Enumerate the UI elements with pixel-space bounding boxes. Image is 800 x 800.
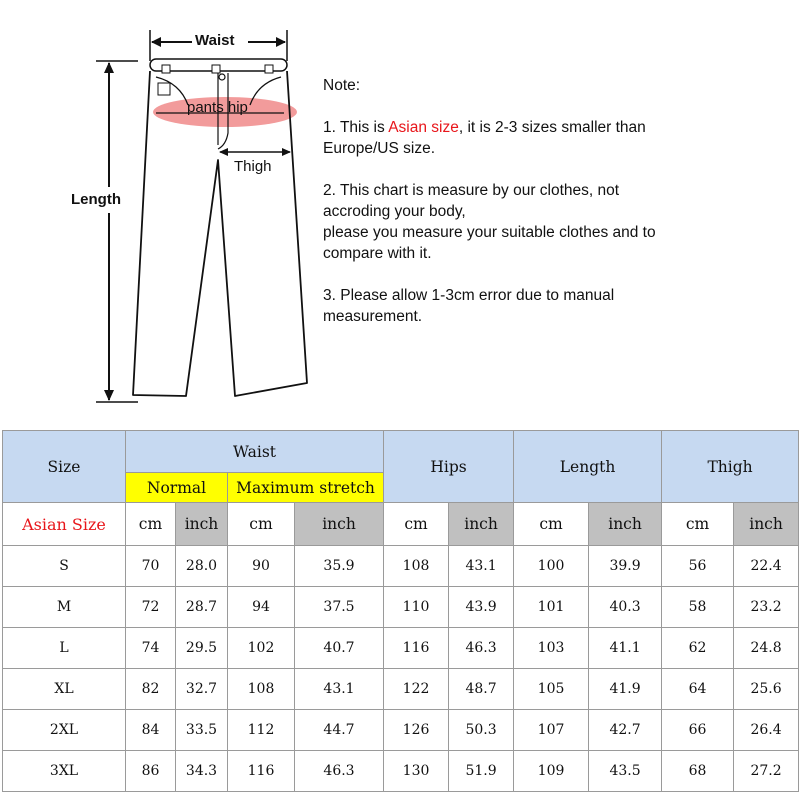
table-cell: 39.9 <box>589 546 662 587</box>
note-2-line1: 2. This chart is measure by our clothes, not <box>323 182 620 199</box>
table-cell: 37.5 <box>295 587 384 628</box>
table-cell: 107 <box>514 710 589 751</box>
coin-pocket <box>158 83 170 95</box>
asian-size-highlight: Asian size <box>388 119 459 136</box>
table-cell: 100 <box>514 546 589 587</box>
table-cell: 72 <box>126 587 176 628</box>
size-cell: XL <box>3 669 126 710</box>
length-arrowhead-bottom <box>104 390 114 401</box>
table-cell: 64 <box>662 669 734 710</box>
unit-cell: cm <box>384 503 449 546</box>
table-cell: 28.7 <box>176 587 228 628</box>
table-cell: 46.3 <box>295 751 384 792</box>
table-cell: 51.9 <box>449 751 514 792</box>
table-cell: 94 <box>228 587 295 628</box>
unit-cell: cm <box>126 503 176 546</box>
table-cell: 122 <box>384 669 449 710</box>
table-cell: 105 <box>514 669 589 710</box>
header-normal: Normal <box>126 473 228 503</box>
table-cell: 25.6 <box>734 669 799 710</box>
table-cell: 66 <box>662 710 734 751</box>
notes-heading: Note: <box>323 77 361 94</box>
table-row <box>3 751 799 792</box>
unit-cell: inch <box>734 503 799 546</box>
header-thigh: Thigh <box>662 431 799 503</box>
table-cell: 84 <box>126 710 176 751</box>
waist-arrowhead-right <box>276 37 286 47</box>
table-cell: 40.3 <box>589 587 662 628</box>
unit-cell: inch <box>176 503 228 546</box>
table-cell: 24.8 <box>734 628 799 669</box>
header-hips: Hips <box>384 431 514 503</box>
size-cell: 2XL <box>3 710 126 751</box>
table-row <box>3 669 799 710</box>
table-cell: 126 <box>384 710 449 751</box>
unit-cell: cm <box>514 503 589 546</box>
table-cell: 82 <box>126 669 176 710</box>
table-cell: 43.1 <box>295 669 384 710</box>
table-cell: 27.2 <box>734 751 799 792</box>
header-size: Size <box>3 431 126 503</box>
pants-outline <box>133 71 307 396</box>
pants-drawing <box>60 25 310 410</box>
table-cell: 33.5 <box>176 710 228 751</box>
table-row <box>3 710 799 751</box>
note-1-prefix: 1. This is <box>323 119 389 136</box>
size-cell: S <box>3 546 126 587</box>
note-3-line2: measurement. <box>323 308 423 325</box>
table-cell: 70 <box>126 546 176 587</box>
table-cell: 43.9 <box>449 587 514 628</box>
note-1-line2: Europe/US size. <box>323 140 435 157</box>
unit-cell: inch <box>295 503 384 546</box>
table-cell: 56 <box>662 546 734 587</box>
size-cell: M <box>3 587 126 628</box>
size-cell: 3XL <box>3 751 126 792</box>
table-cell: 48.7 <box>449 669 514 710</box>
table-cell: 23.2 <box>734 587 799 628</box>
note-2-line4: compare with it. <box>323 245 432 262</box>
header-max-stretch: Maximum stretch <box>228 473 384 503</box>
asian-size-label: Asian Size <box>3 503 126 546</box>
header-length: Length <box>514 431 662 503</box>
pants-diagram <box>60 25 310 410</box>
table-cell: 90 <box>228 546 295 587</box>
table-cell: 116 <box>384 628 449 669</box>
table-cell: 41.1 <box>589 628 662 669</box>
table-cell: 29.5 <box>176 628 228 669</box>
waist-label: Waist <box>195 32 235 49</box>
table-cell: 130 <box>384 751 449 792</box>
header-waist: Waist <box>126 431 384 473</box>
note-1-suffix: , it is 2-3 sizes smaller than <box>458 119 646 136</box>
note-2-line2: accroding your body, <box>323 203 466 220</box>
size-table <box>2 430 799 792</box>
table-cell: 22.4 <box>734 546 799 587</box>
table-cell: 74 <box>126 628 176 669</box>
unit-cell: cm <box>662 503 734 546</box>
table-cell: 108 <box>228 669 295 710</box>
table-cell: 101 <box>514 587 589 628</box>
note-3-line1: 3. Please allow 1-3cm error due to manual <box>323 287 615 304</box>
hip-label: pants hip <box>187 99 248 116</box>
table-cell: 44.7 <box>295 710 384 751</box>
table-cell: 103 <box>514 628 589 669</box>
notes-block <box>323 75 793 327</box>
table-cell: 42.7 <box>589 710 662 751</box>
table-cell: 28.0 <box>176 546 228 587</box>
table-cell: 62 <box>662 628 734 669</box>
table-row <box>3 587 799 628</box>
table-cell: 86 <box>126 751 176 792</box>
table-cell: 102 <box>228 628 295 669</box>
note-1 <box>323 117 793 138</box>
unit-cell: inch <box>589 503 662 546</box>
thigh-label: Thigh <box>234 158 272 175</box>
table-row <box>3 546 799 587</box>
table-cell: 112 <box>228 710 295 751</box>
table-cell: 26.4 <box>734 710 799 751</box>
table-cell: 43.1 <box>449 546 514 587</box>
table-cell: 32.7 <box>176 669 228 710</box>
table-cell: 58 <box>662 587 734 628</box>
unit-cell: cm <box>228 503 295 546</box>
unit-cell: inch <box>449 503 514 546</box>
table-cell: 34.3 <box>176 751 228 792</box>
table-cell: 35.9 <box>295 546 384 587</box>
length-label: Length <box>71 191 121 208</box>
note-2-line3: please you measure your suitable clothes and to <box>323 224 656 241</box>
table-cell: 43.5 <box>589 751 662 792</box>
table-cell: 46.3 <box>449 628 514 669</box>
table-cell: 109 <box>514 751 589 792</box>
length-arrowhead-top <box>104 62 114 73</box>
table-row <box>3 628 799 669</box>
table-cell: 50.3 <box>449 710 514 751</box>
table-cell: 108 <box>384 546 449 587</box>
waist-arrowhead-left <box>151 37 161 47</box>
table-cell: 110 <box>384 587 449 628</box>
table-cell: 40.7 <box>295 628 384 669</box>
table-cell: 41.9 <box>589 669 662 710</box>
size-cell: L <box>3 628 126 669</box>
table-cell: 68 <box>662 751 734 792</box>
table-cell: 116 <box>228 751 295 792</box>
